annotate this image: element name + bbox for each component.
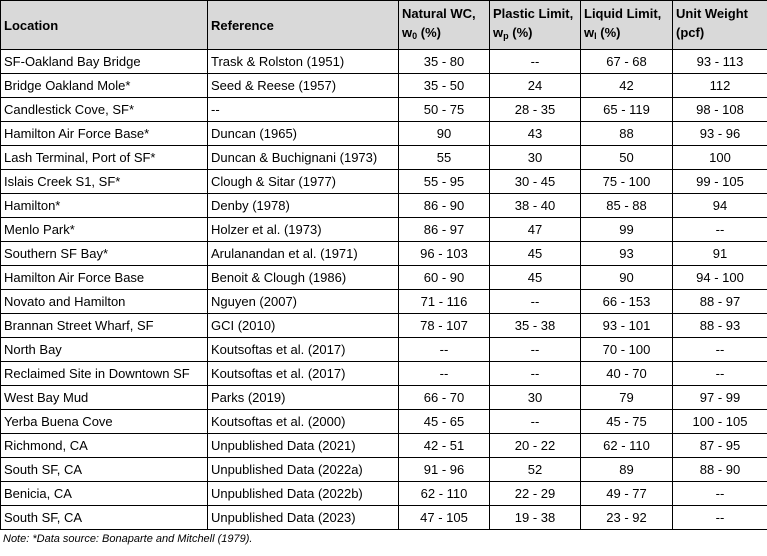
cell-plastic-limit: 52 — [490, 458, 581, 482]
cell-natural-wc: 55 — [399, 146, 490, 170]
cell-liquid-limit: 99 — [581, 218, 673, 242]
cell-natural-wc: 66 - 70 — [399, 386, 490, 410]
header-natural-wc-title: Natural WC, — [402, 6, 476, 21]
table-row — [1, 338, 767, 362]
header-liquid-limit — [581, 1, 673, 50]
cell-plastic-limit: 35 - 38 — [490, 314, 581, 338]
cell-unit-weight: 91 — [673, 242, 767, 266]
cell-unit-weight: -- — [673, 482, 767, 506]
header-natural-wc-unit: (%) — [417, 25, 441, 40]
cell-natural-wc: 60 - 90 — [399, 266, 490, 290]
cell-liquid-limit: 49 - 77 — [581, 482, 673, 506]
cell-location: South SF, CA — [1, 506, 208, 530]
cell-reference: Nguyen (2007) — [208, 290, 399, 314]
cell-liquid-limit: 93 - 101 — [581, 314, 673, 338]
cell-location: Bridge Oakland Mole* — [1, 74, 208, 98]
header-location: Location — [1, 1, 208, 50]
cell-reference: Trask & Rolston (1951) — [208, 50, 399, 74]
header-natural-wc-symbol: w — [402, 25, 413, 40]
table-row — [1, 362, 767, 386]
cell-plastic-limit: 30 — [490, 386, 581, 410]
cell-liquid-limit: 79 — [581, 386, 673, 410]
header-liquid-limit-subscript: l — [594, 31, 597, 41]
cell-unit-weight: 87 - 95 — [673, 434, 767, 458]
header-plastic-limit-symbol: w — [493, 25, 504, 40]
cell-liquid-limit: 66 - 153 — [581, 290, 673, 314]
cell-plastic-limit: 45 — [490, 242, 581, 266]
cell-plastic-limit: 24 — [490, 74, 581, 98]
header-plastic-limit — [490, 1, 581, 50]
table-row — [1, 146, 767, 170]
cell-liquid-limit: 90 — [581, 266, 673, 290]
table-row — [1, 482, 767, 506]
header-row — [1, 1, 767, 50]
cell-plastic-limit: 22 - 29 — [490, 482, 581, 506]
cell-plastic-limit: -- — [490, 362, 581, 386]
cell-unit-weight: 99 - 105 — [673, 170, 767, 194]
table-row — [1, 266, 767, 290]
table-row — [1, 458, 767, 482]
header-liquid-limit-title: Liquid Limit, — [584, 6, 662, 21]
table-row — [1, 170, 767, 194]
cell-reference: Koutsoftas et al. (2017) — [208, 338, 399, 362]
table-note: Note: *Data source: Bonaparte and Mitchell (1979). — [3, 533, 253, 545]
cell-natural-wc: 78 - 107 — [399, 314, 490, 338]
cell-plastic-limit: 30 - 45 — [490, 170, 581, 194]
cell-reference: Arulanandan et al. (1971) — [208, 242, 399, 266]
table-row — [1, 506, 767, 530]
cell-location: North Bay — [1, 338, 208, 362]
cell-reference: Parks (2019) — [208, 386, 399, 410]
cell-liquid-limit: 75 - 100 — [581, 170, 673, 194]
header-plastic-limit-unit: (%) — [508, 25, 533, 40]
cell-natural-wc: 47 - 105 — [399, 506, 490, 530]
cell-unit-weight: 98 - 108 — [673, 98, 767, 122]
cell-liquid-limit: 85 - 88 — [581, 194, 673, 218]
cell-natural-wc: 35 - 50 — [399, 74, 490, 98]
cell-unit-weight: 93 - 113 — [673, 50, 767, 74]
cell-natural-wc: 42 - 51 — [399, 434, 490, 458]
cell-location: South SF, CA — [1, 458, 208, 482]
cell-reference: Denby (1978) — [208, 194, 399, 218]
cell-unit-weight: 100 — [673, 146, 767, 170]
header-plastic-limit-subscript: p — [503, 31, 509, 41]
cell-location: Brannan Street Wharf, SF — [1, 314, 208, 338]
cell-liquid-limit: 50 — [581, 146, 673, 170]
cell-liquid-limit: 67 - 68 — [581, 50, 673, 74]
cell-plastic-limit: 47 — [490, 218, 581, 242]
cell-reference: Clough & Sitar (1977) — [208, 170, 399, 194]
cell-location: West Bay Mud — [1, 386, 208, 410]
table-row — [1, 50, 767, 74]
cell-plastic-limit: 43 — [490, 122, 581, 146]
cell-liquid-limit: 62 - 110 — [581, 434, 673, 458]
cell-unit-weight: 97 - 99 — [673, 386, 767, 410]
cell-plastic-limit: 45 — [490, 266, 581, 290]
header-natural-wc-subscript: 0 — [412, 31, 418, 41]
cell-location: Novato and Hamilton — [1, 290, 208, 314]
cell-location: Richmond, CA — [1, 434, 208, 458]
cell-natural-wc: -- — [399, 362, 490, 386]
cell-location: Hamilton* — [1, 194, 208, 218]
cell-natural-wc: 35 - 80 — [399, 50, 490, 74]
cell-plastic-limit: 30 — [490, 146, 581, 170]
cell-reference: Duncan & Buchignani (1973) — [208, 146, 399, 170]
header-unit-weight-title: Unit Weight — [676, 6, 748, 21]
table-row — [1, 434, 767, 458]
cell-reference: Unpublished Data (2021) — [208, 434, 399, 458]
cell-natural-wc: 96 - 103 — [399, 242, 490, 266]
cell-unit-weight: 94 - 100 — [673, 266, 767, 290]
cell-liquid-limit: 65 - 119 — [581, 98, 673, 122]
cell-natural-wc: 86 - 90 — [399, 194, 490, 218]
cell-liquid-limit: 70 - 100 — [581, 338, 673, 362]
cell-reference: Koutsoftas et al. (2017) — [208, 362, 399, 386]
cell-liquid-limit: 88 — [581, 122, 673, 146]
cell-plastic-limit: 19 - 38 — [490, 506, 581, 530]
cell-natural-wc: 71 - 116 — [399, 290, 490, 314]
table-row — [1, 194, 767, 218]
cell-reference: Seed & Reese (1957) — [208, 74, 399, 98]
cell-natural-wc: 55 - 95 — [399, 170, 490, 194]
cell-location: Benicia, CA — [1, 482, 208, 506]
table-row — [1, 74, 767, 98]
cell-plastic-limit: 20 - 22 — [490, 434, 581, 458]
header-liquid-limit-unit: (%) — [596, 25, 621, 40]
cell-unit-weight: 93 - 96 — [673, 122, 767, 146]
cell-liquid-limit: 40 - 70 — [581, 362, 673, 386]
header-unit-weight — [673, 1, 767, 50]
cell-location: SF-Oakland Bay Bridge — [1, 50, 208, 74]
table-row — [1, 290, 767, 314]
cell-plastic-limit: 28 - 35 — [490, 98, 581, 122]
table-row — [1, 98, 767, 122]
cell-unit-weight: -- — [673, 506, 767, 530]
cell-liquid-limit: 42 — [581, 74, 673, 98]
cell-plastic-limit: -- — [490, 290, 581, 314]
cell-unit-weight: 88 - 93 — [673, 314, 767, 338]
cell-location: Hamilton Air Force Base* — [1, 122, 208, 146]
table-row — [1, 386, 767, 410]
cell-plastic-limit: -- — [490, 50, 581, 74]
cell-location: Southern SF Bay* — [1, 242, 208, 266]
cell-natural-wc: 62 - 110 — [399, 482, 490, 506]
cell-liquid-limit: 89 — [581, 458, 673, 482]
table-row — [1, 122, 767, 146]
cell-natural-wc: 91 - 96 — [399, 458, 490, 482]
cell-location: Yerba Buena Cove — [1, 410, 208, 434]
cell-unit-weight: 88 - 90 — [673, 458, 767, 482]
cell-location: Lash Terminal, Port of SF* — [1, 146, 208, 170]
cell-reference: GCI (2010) — [208, 314, 399, 338]
table-header — [1, 1, 767, 50]
cell-reference: Unpublished Data (2022b) — [208, 482, 399, 506]
cell-location: Menlo Park* — [1, 218, 208, 242]
cell-natural-wc: -- — [399, 338, 490, 362]
cell-reference: Duncan (1965) — [208, 122, 399, 146]
cell-liquid-limit: 23 - 92 — [581, 506, 673, 530]
header-reference: Reference — [208, 1, 399, 50]
cell-natural-wc: 45 - 65 — [399, 410, 490, 434]
cell-unit-weight: 94 — [673, 194, 767, 218]
cell-natural-wc: 50 - 75 — [399, 98, 490, 122]
cell-reference: Koutsoftas et al. (2000) — [208, 410, 399, 434]
cell-reference: Holzer et al. (1973) — [208, 218, 399, 242]
cell-unit-weight: -- — [673, 362, 767, 386]
cell-reference: Benoit & Clough (1986) — [208, 266, 399, 290]
cell-location: Islais Creek S1, SF* — [1, 170, 208, 194]
table-row — [1, 314, 767, 338]
cell-reference: -- — [208, 98, 399, 122]
header-liquid-limit-symbol: w — [584, 25, 595, 40]
cell-reference: Unpublished Data (2022a) — [208, 458, 399, 482]
cell-location: Hamilton Air Force Base — [1, 266, 208, 290]
table-row — [1, 242, 767, 266]
table-row — [1, 410, 767, 434]
header-natural-wc — [399, 1, 490, 50]
table-row — [1, 218, 767, 242]
cell-reference: Unpublished Data (2023) — [208, 506, 399, 530]
cell-plastic-limit: -- — [490, 410, 581, 434]
cell-unit-weight: 100 - 105 — [673, 410, 767, 434]
header-unit-weight-unit: (pcf) — [676, 25, 705, 40]
cell-plastic-limit: -- — [490, 338, 581, 362]
cell-location: Candlestick Cove, SF* — [1, 98, 208, 122]
cell-liquid-limit: 45 - 75 — [581, 410, 673, 434]
cell-unit-weight: 88 - 97 — [673, 290, 767, 314]
cell-plastic-limit: 38 - 40 — [490, 194, 581, 218]
cell-unit-weight: 112 — [673, 74, 767, 98]
cell-unit-weight: -- — [673, 338, 767, 362]
cell-unit-weight: -- — [673, 218, 767, 242]
cell-natural-wc: 90 — [399, 122, 490, 146]
cell-location: Reclaimed Site in Downtown SF — [1, 362, 208, 386]
cell-liquid-limit: 93 — [581, 242, 673, 266]
header-plastic-limit-title: Plastic Limit, — [493, 6, 574, 21]
cell-natural-wc: 86 - 97 — [399, 218, 490, 242]
table-body — [1, 50, 767, 530]
